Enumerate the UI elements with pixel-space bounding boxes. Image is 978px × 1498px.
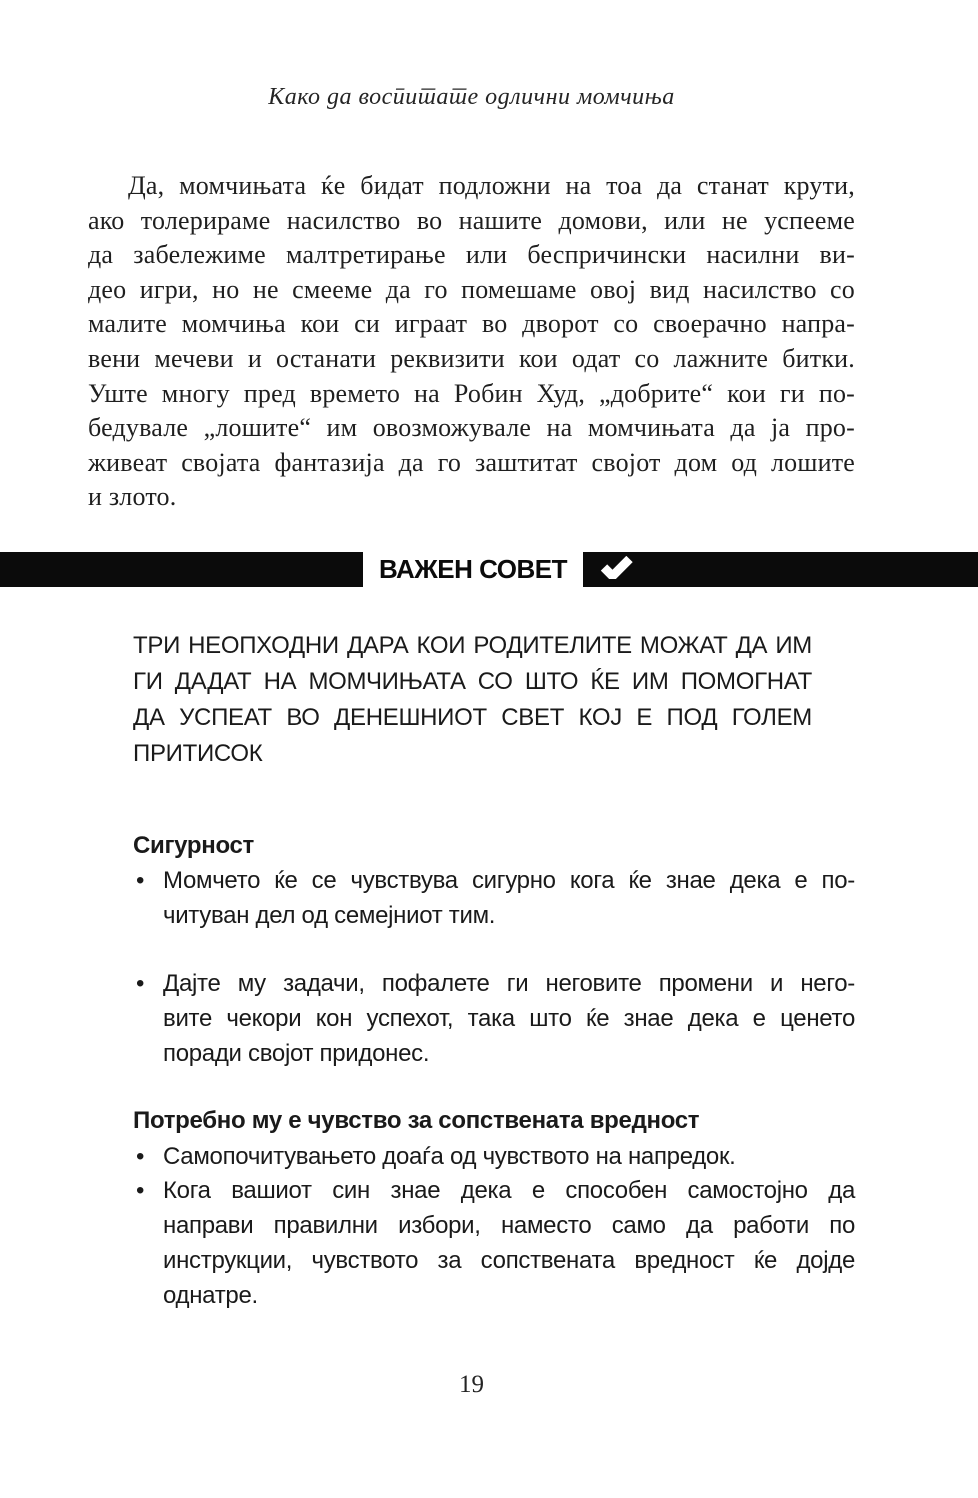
banner-left-bar <box>0 552 363 587</box>
tip-section-heading: ТРИ НЕОПХОДНИ ДАРА КОИ РОДИТЕЛИТЕ МОЖАТ ДА ИМ ГИ ДАДАТ НА МОМЧИЊАТА СО ШТО ЌЕ ИМ ПОМОГНАТ ДА УСПЕАТ ВО ДЕНЕШНИОТ СВЕТ КОЈ Е ПОД ГОЛЕМ ПРИТИСОК <box>133 632 812 767</box>
bullet-text: Момчето ќе се чувствува сигурно кога ќе знае дека е по- читуван дел од семејниот тим. <box>163 867 855 929</box>
banner-right-bar <box>583 552 978 587</box>
check-icon <box>600 556 633 584</box>
bullet-item <box>133 863 855 933</box>
bullet-dot-icon: • <box>136 970 145 997</box>
subsection-title-security: Сигурност <box>133 832 255 859</box>
bullet-dot-icon: • <box>136 867 145 894</box>
page-number: 19 <box>459 1371 484 1398</box>
subsection-title-self-worth: Потребно му е чувство за сопствената вредност <box>133 1107 700 1134</box>
bullet-text: Самопочитувањето доаѓа од чувството на напредок. <box>163 1143 736 1170</box>
bullet-item <box>133 1173 855 1313</box>
bullet-item <box>133 1139 855 1174</box>
banner-title: ВАЖЕН СОВЕТ <box>379 554 567 584</box>
bullet-dot-icon: • <box>136 1143 145 1170</box>
running-header: Како да воспитате одлични момчиња <box>268 84 675 110</box>
bullet-item <box>133 966 855 1071</box>
intro-paragraph: Да, момчињата ќе бидат подложни на тоа да станат крути, ако толерираме насилство во нашите домови, или не успееме да забележиме малтретирање или беспричински насилни ви- део игри, но не смееме да го помешаме овој вид насилство со малите момчиња кои си играат во дворот со своерачно напра- вени мечеви и останати реквизити кои одат со лажните битки. Уште многу пред времето на Робин Худ, „добрите“ кои ги по- бедувале „лошите“ им овозможувале на момчињата да ја про- живеат својата фантазија да го заштитат својот дом од лошите и злото. <box>88 171 855 512</box>
important-tip-banner <box>0 552 978 587</box>
bullet-dot-icon: • <box>136 1177 145 1204</box>
bullet-text: Кога вашиот син знае дека е способен самостојно да направи правилни избори, наместо само да работи по инструкции, чувството за сопствената вредност ќе дојде однатре. <box>163 1177 855 1309</box>
bullet-text: Дајте му задачи, пофалете ги неговите промени и него- вите чекори кон успехот, така што ќе знае дека е ценето поради својот придонес. <box>163 970 855 1067</box>
